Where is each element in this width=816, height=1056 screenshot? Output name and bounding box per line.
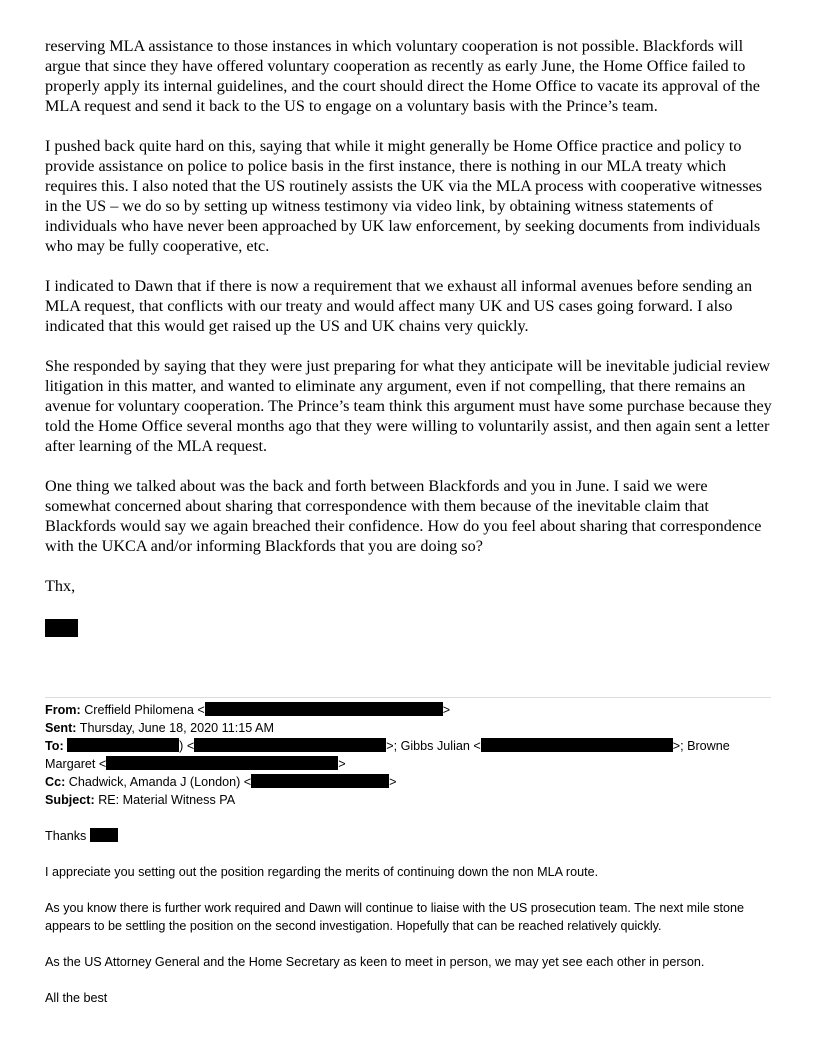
redaction-block — [67, 738, 179, 752]
from-label: From: — [45, 703, 81, 717]
letter-paragraph-4: She responded by saying that they were just preparing for what they anticipate will be inevitable judicial review litigation in this matter, and wanted to eliminate any argument, even if not compelling, that there remains an avenue for voluntary cooperation. The Prince’s team think this argument must have some purchase because they told the Home Office several months ago that they were willing to voluntarily assist, and then again sent a letter after learning of the MLA request. — [45, 357, 772, 455]
to-line2-close: > — [338, 757, 346, 771]
to-part-3: >; Browne — [672, 739, 730, 753]
email-paragraph-2: As you know there is further work required and Dawn will continue to liaise with the US prosecution team. The next mile stone appears to be settling the position on the second investigation. Hopefully that can be reached relatively quickly. — [45, 901, 745, 933]
letter-paragraph-5: One thing we talked about was the back and forth between Blackfords and you in June. I said we were somewhat concerned about sharing that correspondence with them because of the inevitable claim that Blackfords would say we again breached their confidence. How do you feel about sharing that correspondence with the UKCA and/or informing Blackfords that you are doing so? — [45, 477, 762, 555]
quoted-email — [45, 701, 775, 1007]
email-paragraph-3: As the US Attorney General and the Home Secretary as keen to meet in person, we may yet see each other in person. — [45, 955, 705, 969]
redaction-block — [251, 774, 389, 788]
to-label: To: — [45, 739, 64, 753]
redaction-block — [90, 828, 118, 842]
to-part-1: ) < — [179, 739, 195, 753]
sent-value: Thursday, June 18, 2020 11:15 AM — [79, 721, 274, 735]
redaction-block — [205, 702, 443, 716]
cc-close: > — [389, 775, 397, 789]
redaction-block — [194, 738, 386, 752]
subject-value: RE: Material Witness PA — [98, 793, 236, 807]
from-close: > — [442, 703, 451, 717]
greeting-text: Thanks — [45, 829, 87, 843]
to-line2-name: Margaret < — [45, 757, 107, 771]
email-header-to — [45, 737, 775, 755]
letter-paragraph-3: I indicated to Dawn that if there is now a requirement that we exhaust all informal avenues before sending an MLA request, that conflicts with our treaty and would affect many UK and US cases going forward. I also indicated that this would get raised up the US and UK chains very quickly. — [45, 277, 753, 335]
email-header-cc — [45, 773, 775, 791]
redaction-block — [481, 738, 673, 752]
email-body — [45, 827, 775, 1007]
email-header-subject — [45, 791, 775, 809]
letter-paragraph-1: reserving MLA assistance to those instances in which voluntary cooperation is not possible. Blackfords will argue that since they have offered voluntary cooperation as recently as early June, the Home Office failed to properly apply its internal guidelines, and the court should direct the Home Office to vacate its approval of the MLA request and send it back to the US to engage on a voluntary basis with the Prince’s team. — [45, 37, 760, 115]
cc-label: Cc: — [45, 775, 66, 789]
to-part-2: >; Gibbs Julian < — [386, 739, 481, 753]
email-closing: All the best — [45, 991, 108, 1005]
letter-paragraph-2: I pushed back quite hard on this, saying that while it might generally be Home Office practice and policy to provide assistance on police to police basis in the first instance, there is nothing in our MLA treaty which requires this. I also noted that the US routinely assists the UK via the MLA process with cooperative witnesses in the US – we do so by setting up witness testimony via video link, by obtaining witness statements of individuals who have never been approached by UK law enforcement, by seeking documents from individuals who may be fully cooperative, etc. — [45, 137, 763, 255]
email-header-from — [45, 701, 775, 719]
redaction-block — [106, 756, 338, 770]
email-greeting — [45, 827, 775, 845]
letter-body — [45, 36, 775, 637]
sent-label: Sent: — [45, 721, 77, 735]
email-header-sent — [45, 719, 775, 737]
from-name: Creffield Philomena < — [84, 703, 205, 717]
email-header-to-line2 — [45, 755, 775, 773]
email-divider — [45, 697, 771, 698]
subject-label: Subject: — [45, 793, 95, 807]
cc-value: Chadwick, Amanda J (London) < — [68, 775, 252, 789]
signature-redaction — [45, 619, 78, 637]
letter-signoff: Thx, — [45, 577, 76, 595]
email-paragraph-1: I appreciate you setting out the position regarding the merits of continuing down the non MLA route. — [45, 865, 599, 879]
